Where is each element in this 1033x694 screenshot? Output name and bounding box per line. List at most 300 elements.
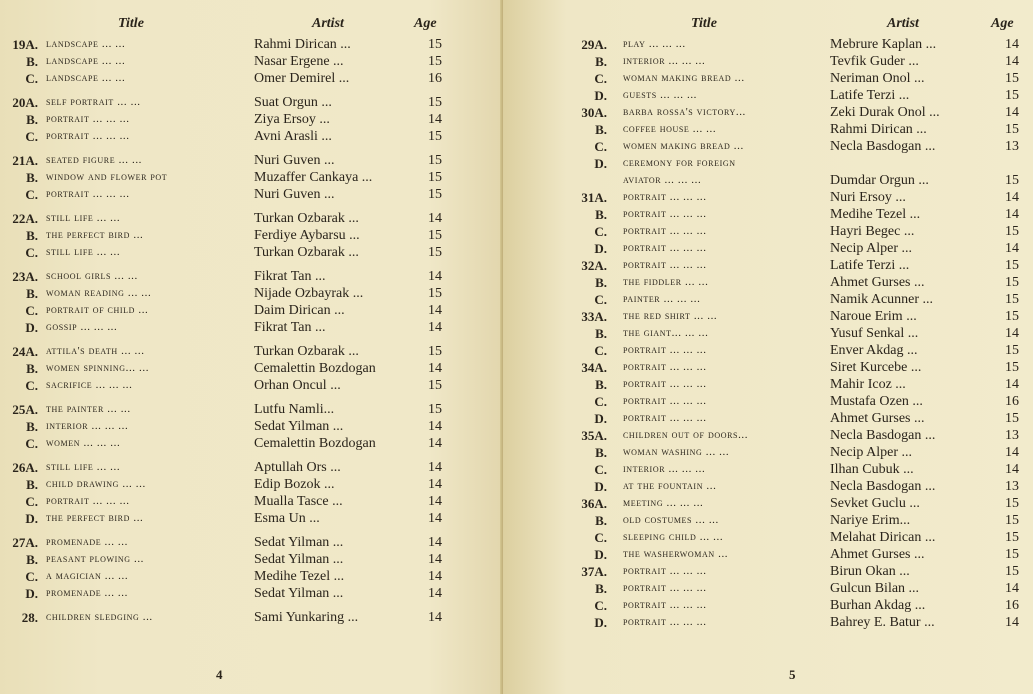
catalogue-entry: [0, 186, 503, 203]
entry-artist: Ahmet Gurses ...: [830, 411, 925, 426]
entry-title: portrait ... ... ...: [46, 495, 130, 507]
entry-number: B.: [26, 170, 38, 185]
entry-number: B.: [26, 477, 38, 492]
entry-artist: Necla Basdogan ...: [830, 479, 936, 494]
entry-age: 15: [1005, 513, 1019, 528]
entry-artist: Mualla Tasce ...: [254, 494, 343, 509]
entry-age: 14: [428, 535, 442, 550]
entry-number: 35A.: [581, 428, 607, 443]
entry-number: C.: [594, 598, 607, 613]
entry-number: C.: [25, 245, 38, 260]
column-header-age: Age: [414, 16, 437, 31]
entry-age: 14: [1005, 326, 1019, 341]
entry-title: still life ... ...: [46, 246, 121, 258]
entry-title: portrait ... ... ...: [623, 208, 707, 220]
entry-artist: Melahat Dirican ...: [830, 530, 936, 545]
entry-age: 14: [428, 303, 442, 318]
entry-age: 15: [428, 95, 442, 110]
entry-age: 14: [428, 511, 442, 526]
entry-title: the washerwoman ...: [623, 548, 729, 560]
catalogue-entry: [0, 377, 503, 394]
entry-age: 14: [428, 320, 442, 335]
entry-artist: Enver Akdag ...: [830, 343, 918, 358]
entry-number: C.: [594, 71, 607, 86]
entry-age: 15: [1005, 309, 1019, 324]
entry-artist: Bahrey E. Batur ...: [830, 615, 935, 630]
entry-artist: Burhan Akdag ...: [830, 598, 926, 613]
entry-title: woman reading ... ...: [46, 287, 152, 299]
entry-title: interior ... ... ...: [623, 55, 706, 67]
catalogue-entry: [0, 609, 503, 626]
entry-age: 15: [1005, 564, 1019, 579]
entry-number: C.: [25, 378, 38, 393]
entry-age: 15: [428, 402, 442, 417]
entry-number: C.: [25, 569, 38, 584]
catalogue-entry: [0, 493, 503, 510]
entry-number: D.: [25, 511, 38, 526]
entry-artist: Turkan Ozbarak ...: [254, 344, 359, 359]
entry-age: 14: [428, 477, 442, 492]
entry-title: portrait ... ... ...: [623, 378, 707, 390]
entry-age: 15: [1005, 88, 1019, 103]
entry-age: 14: [1005, 445, 1019, 460]
catalogue-entry: [503, 104, 1033, 121]
entry-age: 15: [428, 344, 442, 359]
catalogue-entry: [503, 580, 1033, 597]
entry-artist: Necip Alper ...: [830, 445, 913, 460]
entry-number: B.: [26, 361, 38, 376]
catalogue-entry: [0, 459, 503, 476]
page-right: [503, 0, 1033, 694]
entry-number: C.: [25, 303, 38, 318]
entry-age: 14: [428, 269, 442, 284]
entry-number: B.: [595, 445, 607, 460]
column-header-artist: Artist: [312, 16, 344, 31]
catalogue-entry: [0, 476, 503, 493]
entry-number: B.: [26, 228, 38, 243]
entry-age: 15: [1005, 122, 1019, 137]
catalogue-entry: [0, 285, 503, 302]
entry-artist: Ziya Ersoy ...: [254, 112, 330, 127]
entry-age: 15: [1005, 292, 1019, 307]
entry-artist: Necla Basdogan ...: [830, 139, 936, 154]
entry-number: B.: [595, 326, 607, 341]
entry-title: old costumes ... ...: [623, 514, 719, 526]
entry-title: gossip ... ... ...: [46, 321, 118, 333]
entry-title: attila's death ... ...: [46, 345, 145, 357]
entry-artist: Zeki Durak Onol ...: [830, 105, 940, 120]
entry-artist: Neriman Onol ...: [830, 71, 925, 86]
catalogue-entry: [503, 36, 1033, 53]
entry-title: at the fountain ...: [623, 480, 717, 492]
entry-title: sacrifice ... ... ...: [46, 379, 133, 391]
entry-age: 15: [1005, 530, 1019, 545]
entry-title: the painter ... ...: [46, 403, 131, 415]
catalogue-entry: [503, 308, 1033, 325]
catalogue-entry: [0, 551, 503, 568]
entry-title: interior ... ... ...: [623, 463, 706, 475]
entry-artist: Lutfu Namli...: [254, 402, 335, 417]
entry-list: [503, 36, 1033, 631]
catalogue-entry: [503, 53, 1033, 70]
entry-title: promenade ... ...: [46, 536, 128, 548]
entry-title: portrait ... ... ...: [623, 599, 707, 611]
entry-title: coffee house ... ...: [623, 123, 717, 135]
catalogue-entry: [503, 138, 1033, 155]
entry-artist: Nuri Ersoy ...: [830, 190, 906, 205]
entry-artist: Ahmet Gurses ...: [830, 547, 925, 562]
entry-age: 16: [1005, 394, 1019, 409]
entry-number: B.: [26, 286, 38, 301]
entry-title: the fiddler ... ...: [623, 276, 709, 288]
entry-number: D.: [594, 547, 607, 562]
entry-artist: Edip Bozok ...: [254, 477, 335, 492]
entry-title: window and flower pot: [46, 171, 168, 183]
catalogue-entry: [503, 325, 1033, 342]
entry-artist: Omer Demirel ...: [254, 71, 350, 86]
entry-number: 22A.: [12, 211, 38, 226]
entry-title: meeting ... ... ...: [623, 497, 704, 509]
entry-artist: Nijade Ozbayrak ...: [254, 286, 364, 301]
entry-age: 16: [1005, 598, 1019, 613]
entry-artist: Necla Basdogan ...: [830, 428, 936, 443]
entry-age: 13: [1005, 139, 1019, 154]
entry-artist: Turkan Ozbarak ...: [254, 211, 359, 226]
entry-artist: Latife Terzi ...: [830, 88, 910, 103]
entry-age: 14: [428, 569, 442, 584]
entry-artist: Sevket Guclu ...: [830, 496, 920, 511]
entry-artist: Dumdar Orgun ...: [830, 173, 929, 188]
entry-artist: Nuri Guven ...: [254, 187, 335, 202]
entry-title: landscape ... ...: [46, 55, 126, 67]
column-header-title: Title: [118, 16, 144, 31]
catalogue-entry: [503, 614, 1033, 631]
entry-age: 15: [1005, 411, 1019, 426]
entry-artist: Sedat Yilman ...: [254, 419, 344, 434]
entry-title: landscape ... ...: [46, 38, 126, 50]
entry-age: 15: [428, 37, 442, 52]
catalogue-entry: [503, 478, 1033, 495]
entry-age: 15: [428, 129, 442, 144]
catalogue-entry: [0, 319, 503, 336]
entry-title: ceremony for foreign: [623, 157, 736, 169]
entry-artist: Siret Kurcebe ...: [830, 360, 922, 375]
entry-number: 26A.: [12, 460, 38, 475]
entry-age: 13: [1005, 479, 1019, 494]
entry-age: 15: [1005, 360, 1019, 375]
entry-number: D.: [594, 411, 607, 426]
entry-number: 29A.: [581, 37, 607, 52]
entry-number: C.: [25, 129, 38, 144]
catalogue-entry: [0, 169, 503, 186]
entry-number: B.: [595, 207, 607, 222]
catalogue-entry: [0, 152, 503, 169]
entry-age: 14: [428, 552, 442, 567]
page-number: 4: [216, 667, 223, 682]
catalogue-entry: [0, 568, 503, 585]
catalogue-entry: [0, 36, 503, 53]
entry-age: 14: [1005, 581, 1019, 596]
entry-number: 33A.: [581, 309, 607, 324]
entry-artist: Medihe Tezel ...: [254, 569, 345, 584]
entry-number: B.: [26, 112, 38, 127]
entry-artist: Hayri Begec ...: [830, 224, 915, 239]
catalogue-entry: [0, 53, 503, 70]
entry-title: child drawing ... ...: [46, 478, 146, 490]
entry-age: 15: [428, 170, 442, 185]
entry-number: B.: [595, 122, 607, 137]
catalogue-entry: [503, 172, 1033, 189]
entry-age: 14: [1005, 377, 1019, 392]
entry-artist: Naroue Erim ...: [830, 309, 917, 324]
entry-age: 15: [428, 153, 442, 168]
entry-title: the perfect bird ...: [46, 229, 144, 241]
entry-artist: Sedat Yilman ...: [254, 535, 344, 550]
entry-title: children out of doors...: [623, 429, 749, 441]
entry-artist: Daim Dirican ...: [254, 303, 345, 318]
entry-age: 15: [428, 245, 442, 260]
entry-title: interior ... ... ...: [46, 420, 129, 432]
entry-age: 15: [1005, 275, 1019, 290]
entry-number: C.: [25, 436, 38, 451]
entry-age: 15: [428, 187, 442, 202]
entry-age: 14: [1005, 615, 1019, 630]
page-left: [0, 0, 503, 694]
entry-artist: Medihe Tezel ...: [830, 207, 921, 222]
entry-title: portrait ... ... ...: [623, 565, 707, 577]
catalogue-entry: [503, 529, 1033, 546]
entry-age: 14: [428, 610, 442, 625]
catalogue-entry: [0, 111, 503, 128]
entry-title: woman washing ... ...: [623, 446, 730, 458]
entry-artist: Cemalettin Bozdogan: [254, 436, 376, 451]
entry-title: woman making bread ...: [623, 72, 745, 84]
entry-title: portrait ... ... ...: [623, 225, 707, 237]
entry-artist: Necip Alper ...: [830, 241, 913, 256]
entry-artist: Suat Orgun ...: [254, 95, 332, 110]
entry-number: B.: [26, 552, 38, 567]
entry-title: still life ... ...: [46, 212, 121, 224]
entry-title: women spinning... ...: [46, 362, 150, 374]
catalogue-entry: [503, 512, 1033, 529]
entry-artist: Mahir Icoz ...: [830, 377, 906, 392]
entry-artist: Rahmi Dirican ...: [830, 122, 927, 137]
entry-number: B.: [595, 581, 607, 596]
entry-number: 36A.: [581, 496, 607, 511]
entry-title: aviator ... ... ...: [623, 174, 702, 186]
catalogue-entry: [503, 444, 1033, 461]
entry-title: women making bread ...: [623, 140, 744, 152]
entry-title: landscape ... ...: [46, 72, 126, 84]
catalogue-entry: [0, 128, 503, 145]
entry-title: women ... ... ...: [46, 437, 121, 449]
catalogue-entry: [0, 585, 503, 602]
entry-age: 14: [428, 494, 442, 509]
catalogue-entry: [0, 360, 503, 377]
entry-number: D.: [25, 586, 38, 601]
entry-artist: Tevfik Guder ...: [830, 54, 919, 69]
entry-artist: Turkan Ozbarak ...: [254, 245, 359, 260]
entry-title: portrait ... ... ...: [623, 344, 707, 356]
entry-title: portrait ... ... ...: [623, 395, 707, 407]
entry-age: 14: [428, 586, 442, 601]
entry-artist: Fikrat Tan ...: [254, 269, 326, 284]
catalogue-entry: [503, 155, 1033, 172]
entry-artist: Yusuf Senkal ...: [830, 326, 919, 341]
entry-age: 15: [1005, 343, 1019, 358]
entry-number: 30A.: [581, 105, 607, 120]
entry-title: children sledging ...: [46, 611, 153, 623]
entry-artist: Ilhan Cubuk ...: [830, 462, 914, 477]
catalogue-entry: [0, 302, 503, 319]
entry-title: the red shirt ... ...: [623, 310, 718, 322]
entry-age: 14: [1005, 241, 1019, 256]
entry-number: C.: [594, 292, 607, 307]
catalogue-entry: [503, 240, 1033, 257]
catalogue-entry: [0, 418, 503, 435]
entry-title: peasant plowing ...: [46, 553, 145, 565]
entry-number: 32A.: [581, 258, 607, 273]
entry-number: C.: [594, 224, 607, 239]
entry-title: portrait ... ... ...: [623, 191, 707, 203]
entry-number: C.: [594, 530, 607, 545]
entry-title: school girls ... ...: [46, 270, 138, 282]
entry-age: 16: [428, 71, 442, 86]
entry-artist: Cemalettin Bozdogan: [254, 361, 376, 376]
catalogue-entry: [503, 87, 1033, 104]
entry-title: portrait ... ... ...: [623, 259, 707, 271]
entry-number: C.: [594, 462, 607, 477]
entry-number: D.: [594, 479, 607, 494]
catalogue-entry: [503, 274, 1033, 291]
entry-artist: Gulcun Bilan ...: [830, 581, 920, 596]
catalogue-entry: [503, 359, 1033, 376]
entry-age: 15: [1005, 224, 1019, 239]
catalogue-entry: [0, 94, 503, 111]
catalogue-entry: [503, 189, 1033, 206]
entry-age: 15: [1005, 258, 1019, 273]
entry-title: seated figure ... ...: [46, 154, 143, 166]
entry-artist: Nuri Guven ...: [254, 153, 335, 168]
entry-artist: Mebrure Kaplan ...: [830, 37, 937, 52]
entry-artist: Sedat Yilman ...: [254, 552, 344, 567]
entry-artist: Avni Arasli ...: [254, 129, 332, 144]
catalogue-entry: [503, 257, 1033, 274]
catalogue-entry: [503, 461, 1033, 478]
entry-artist: Sedat Yilman ...: [254, 586, 344, 601]
entry-artist: Namik Acunner ...: [830, 292, 934, 307]
catalogue-entry: [503, 291, 1033, 308]
entry-title: play ... ... ...: [623, 38, 686, 50]
entry-title: the perfect bird ...: [46, 512, 144, 524]
entry-title: portrait ... ... ...: [46, 130, 130, 142]
entry-age: 15: [428, 378, 442, 393]
entry-age: 14: [428, 211, 442, 226]
catalogue-entry: [503, 121, 1033, 138]
entry-number: C.: [25, 71, 38, 86]
entry-age: 15: [1005, 173, 1019, 188]
entry-title: portrait ... ... ...: [623, 412, 707, 424]
entry-number: D.: [594, 241, 607, 256]
catalogue-entry: [0, 268, 503, 285]
entry-title: portrait ... ... ...: [623, 582, 707, 594]
catalogue-entry: [0, 510, 503, 527]
entry-artist: Mustafa Ozen ...: [830, 394, 923, 409]
catalogue-entry: [503, 342, 1033, 359]
entry-title: portrait of child ...: [46, 304, 149, 316]
entry-number: B.: [595, 54, 607, 69]
entry-title: portrait ... ... ...: [623, 242, 707, 254]
entry-title: a magician ... ...: [46, 570, 129, 582]
entry-artist: Ahmet Gurses ...: [830, 275, 925, 290]
entry-age: 14: [428, 460, 442, 475]
catalogue-entry: [0, 343, 503, 360]
entry-number: 31A.: [581, 190, 607, 205]
entry-age: 14: [1005, 207, 1019, 222]
catalogue-entry: [503, 427, 1033, 444]
entry-artist: Sami Yunkaring ...: [254, 610, 359, 625]
catalogue-entry: [503, 597, 1033, 614]
entry-age: 14: [428, 436, 442, 451]
entry-artist: Muzaffer Cankaya ...: [254, 170, 373, 185]
catalogue-entry: [0, 210, 503, 227]
entry-number: 23A.: [12, 269, 38, 284]
entry-age: 14: [1005, 105, 1019, 120]
entry-title: portrait ... ... ...: [623, 616, 707, 628]
column-header-title: Title: [691, 16, 717, 31]
entry-age: 14: [428, 112, 442, 127]
entry-number: 25A.: [12, 402, 38, 417]
entry-age: 15: [428, 228, 442, 243]
entry-number: C.: [25, 187, 38, 202]
entry-number: 28.: [21, 610, 38, 625]
catalogue-entry: [0, 534, 503, 551]
entry-age: 14: [1005, 462, 1019, 477]
entry-number: D.: [594, 156, 607, 171]
entry-number: B.: [595, 377, 607, 392]
entry-number: B.: [26, 54, 38, 69]
entry-artist: Ferdiye Aybarsu ...: [254, 228, 360, 243]
catalogue-entry: [503, 376, 1033, 393]
entry-title: the giant... ... ...: [623, 327, 709, 339]
entry-artist: Rahmi Dirican ...: [254, 37, 351, 52]
entry-number: 34A.: [581, 360, 607, 375]
entry-title: sleeping child ... ...: [623, 531, 724, 543]
entry-age: 14: [428, 419, 442, 434]
entry-number: C.: [594, 139, 607, 154]
entry-number: B.: [26, 419, 38, 434]
entry-age: 15: [1005, 71, 1019, 86]
entry-title: guests ... ... ...: [623, 89, 698, 101]
entry-title: portrait ... ... ...: [46, 188, 130, 200]
entry-artist: Nasar Ergene ...: [254, 54, 344, 69]
entry-title: self portrait ... ...: [46, 96, 141, 108]
entry-title: portrait ... ... ...: [46, 113, 130, 125]
entry-title: portrait ... ... ...: [623, 361, 707, 373]
entry-number: B.: [595, 513, 607, 528]
page-number: 5: [789, 667, 796, 682]
catalogue-entry: [0, 70, 503, 87]
catalogue-entry: [503, 495, 1033, 512]
catalogue-entry: [503, 563, 1033, 580]
entry-age: 14: [1005, 190, 1019, 205]
catalogue-entry: [0, 401, 503, 418]
entry-list: [0, 36, 503, 626]
entry-number: 37A.: [581, 564, 607, 579]
entry-title: still life ... ...: [46, 461, 121, 473]
column-header-artist: Artist: [887, 16, 919, 31]
entry-age: 14: [1005, 37, 1019, 52]
